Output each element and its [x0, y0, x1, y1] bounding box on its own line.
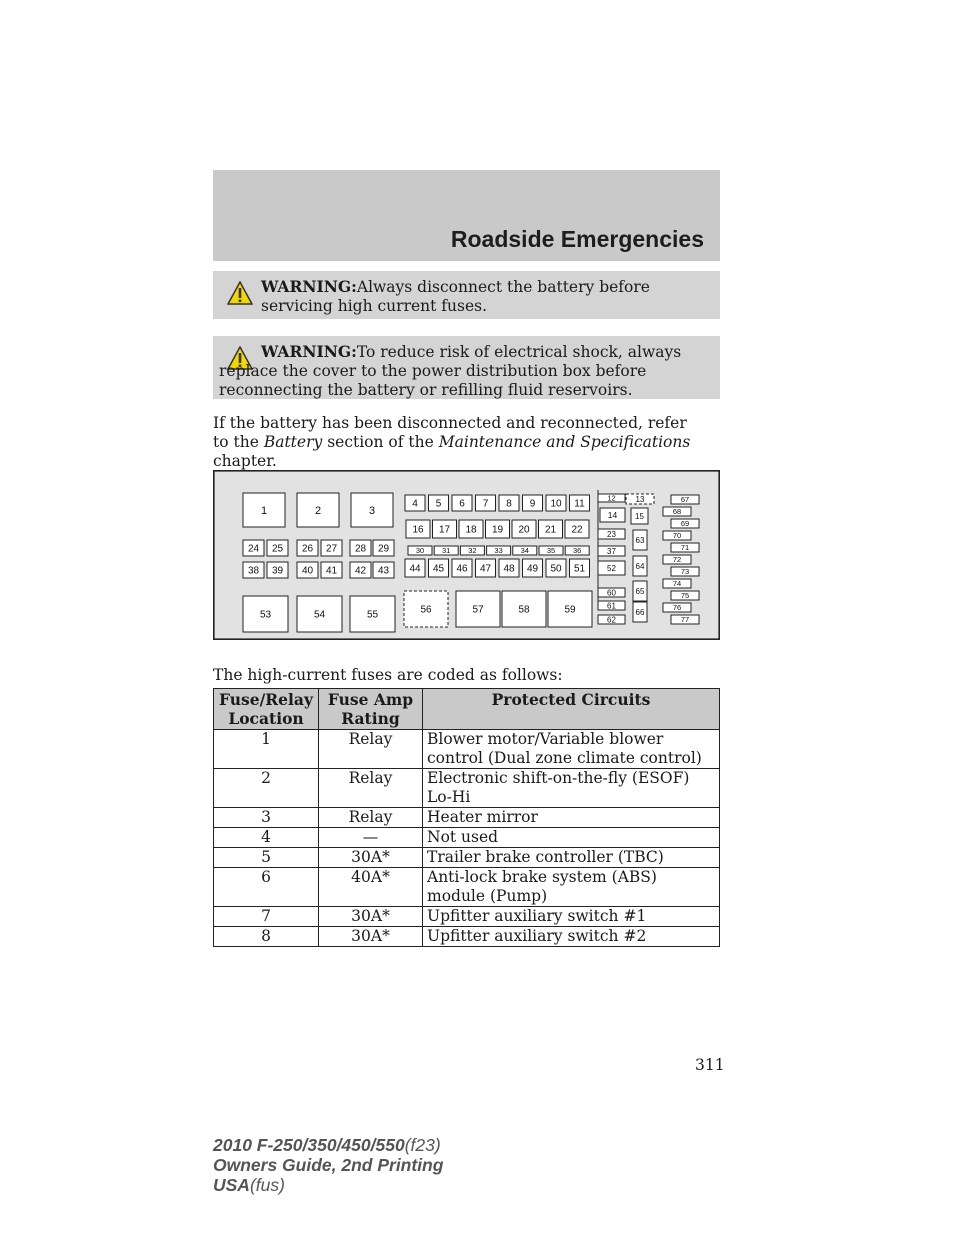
fuse-53	[243, 596, 288, 632]
fuse-15	[631, 508, 648, 524]
page-number: 311	[695, 1056, 725, 1074]
fuse-34	[513, 546, 537, 555]
svg-text:32: 32	[468, 546, 477, 556]
fuse-36	[565, 546, 589, 555]
svg-text:34: 34	[520, 546, 529, 556]
intro-paragraph: If the battery has been disconnected and reconnected, refer to the Battery section of the Maintenance and Specifications chapter.	[213, 414, 691, 470]
svg-text:12: 12	[607, 493, 616, 503]
svg-text:30: 30	[415, 546, 425, 556]
fuse-27	[321, 540, 342, 556]
fuse-31	[434, 546, 458, 555]
fuse-33	[487, 546, 511, 555]
table-row: 6 40A* Anti-lock brake system (ABS) module (Pump)	[214, 868, 720, 907]
fuse-49	[523, 559, 543, 577]
fuse-59	[548, 591, 592, 627]
fuse-17	[433, 520, 457, 538]
fuse-76	[663, 603, 691, 612]
fuse-24	[243, 540, 264, 556]
fuse-46	[452, 559, 472, 577]
table-row: 3 Relay Heater mirror	[214, 808, 720, 828]
svg-text:6: 6	[459, 498, 465, 510]
fuse-20	[512, 520, 536, 538]
fuse-22	[565, 520, 589, 538]
fuse-39	[267, 562, 288, 578]
svg-text:59: 59	[564, 604, 576, 616]
svg-text:50: 50	[550, 563, 562, 575]
svg-text:72: 72	[672, 555, 682, 565]
svg-text:63: 63	[635, 535, 645, 545]
svg-text:42: 42	[354, 565, 367, 577]
svg-text:25: 25	[271, 543, 284, 555]
svg-text:52: 52	[607, 563, 616, 573]
svg-text:64: 64	[635, 561, 645, 571]
fuse-69	[671, 519, 699, 528]
table-row: 1 Relay Blower motor/Variable blower control (Dual zone climate control)	[214, 730, 720, 769]
svg-text:45: 45	[432, 563, 445, 575]
fuse-28	[350, 540, 371, 556]
fuse-1	[243, 493, 285, 527]
svg-text:29: 29	[377, 543, 390, 555]
fuse-66	[633, 602, 647, 622]
fuse-57	[456, 591, 500, 627]
fuse-65	[633, 581, 647, 601]
svg-text:66: 66	[635, 607, 645, 617]
fuse-70	[663, 531, 691, 540]
chapter-ref: Maintenance and Specifications	[438, 433, 691, 451]
fuse-11	[570, 495, 590, 511]
fuse-71	[671, 543, 699, 552]
fuse-44	[405, 559, 425, 577]
fuse-48	[499, 559, 519, 577]
fuse-4	[405, 495, 425, 511]
svg-text:69: 69	[680, 519, 690, 529]
svg-text:8: 8	[506, 498, 512, 510]
svg-text:15: 15	[635, 511, 644, 521]
svg-text:7: 7	[482, 498, 489, 510]
table-row: 7 30A* Upfitter auxiliary switch #1	[214, 907, 720, 927]
svg-text:48: 48	[503, 563, 515, 575]
fuse-77	[671, 615, 699, 624]
fuse-30	[408, 546, 432, 555]
warning-text-1: WARNING:Always disconnect the battery before servicing high current fuses.	[261, 277, 650, 315]
fuse-61	[598, 601, 625, 610]
fuse-51	[570, 559, 590, 577]
svg-text:1: 1	[260, 504, 268, 517]
svg-text:27: 27	[325, 543, 338, 555]
fuse-29	[373, 540, 394, 556]
warning-label: WARNING:	[261, 277, 357, 296]
table-row: 4 — Not used	[214, 828, 720, 848]
fuse-38	[243, 562, 264, 578]
svg-text:24: 24	[247, 543, 260, 555]
svg-text:67: 67	[680, 495, 690, 505]
table-header-row	[214, 689, 720, 730]
svg-text:16: 16	[412, 524, 424, 536]
svg-text:70: 70	[672, 531, 682, 541]
warning-triangle-icon	[227, 281, 253, 305]
warning-box-1	[213, 271, 720, 319]
fuse-40	[297, 562, 318, 578]
svg-text:68: 68	[672, 507, 682, 517]
fuse-42	[350, 562, 371, 578]
fuse-50	[546, 559, 566, 577]
warning-label: WARNING:	[261, 342, 357, 361]
fuse-62	[598, 615, 625, 624]
svg-text:2: 2	[314, 504, 322, 517]
section-title: Roadside Emergencies	[450, 226, 704, 252]
svg-text:3: 3	[368, 504, 376, 517]
fuse-2	[297, 493, 339, 527]
svg-text:14: 14	[607, 510, 618, 521]
svg-text:46: 46	[456, 563, 468, 575]
fuse-37	[598, 546, 625, 556]
fuse-9	[523, 495, 543, 511]
fuse-35	[539, 546, 563, 555]
fuse-55	[350, 596, 395, 632]
table-caption: The high-current fuses are coded as follows:	[213, 666, 563, 684]
fuse-68	[663, 507, 691, 516]
column-header-amp-rating: Fuse Amp Rating	[319, 689, 423, 730]
svg-text:54: 54	[313, 609, 326, 621]
svg-text:55: 55	[366, 609, 379, 621]
fuse-23	[598, 529, 625, 539]
fuse-72	[663, 555, 691, 564]
svg-text:74: 74	[672, 579, 682, 589]
table-row: 2 Relay Electronic shift-on-the-fly (ESOF) Lo-Hi	[214, 769, 720, 808]
svg-text:38: 38	[247, 565, 260, 577]
svg-text:9: 9	[529, 498, 536, 510]
svg-text:75: 75	[680, 591, 690, 601]
fuse-10	[546, 495, 566, 511]
svg-text:39: 39	[271, 565, 284, 577]
svg-text:19: 19	[491, 524, 504, 536]
fuse-table	[213, 688, 720, 947]
column-header-protected-circuits: Protected Circuits	[423, 689, 720, 730]
svg-text:51: 51	[573, 563, 586, 575]
table-row: 8 30A* Upfitter auxiliary switch #2	[214, 927, 720, 947]
fuse-64	[633, 556, 647, 576]
svg-text:11: 11	[574, 498, 585, 510]
fuse-60	[598, 588, 625, 597]
svg-text:10: 10	[550, 498, 562, 510]
fuse-12	[598, 494, 625, 503]
svg-text:65: 65	[635, 586, 645, 596]
fuse-58	[502, 591, 546, 627]
fuse-47	[476, 559, 496, 577]
fuse-box-diagram	[213, 470, 720, 640]
fuse-41	[321, 562, 342, 578]
fuse-16	[406, 520, 430, 538]
svg-text:4: 4	[412, 498, 418, 510]
svg-text:44: 44	[409, 563, 421, 575]
fuse-74	[663, 579, 691, 588]
table-row: 5 30A* Trailer brake controller (TBC)	[214, 848, 720, 868]
svg-text:35: 35	[546, 546, 556, 556]
fuse-63	[633, 530, 647, 550]
fuse-13	[626, 494, 654, 504]
fuse-54	[297, 596, 342, 632]
svg-text:22: 22	[571, 524, 583, 536]
svg-text:21: 21	[544, 524, 557, 536]
svg-text:77: 77	[680, 615, 690, 625]
svg-text:53: 53	[259, 609, 272, 621]
svg-text:57: 57	[472, 604, 484, 616]
fuse-5	[429, 495, 449, 511]
fuse-21	[539, 520, 563, 538]
fuse-67	[671, 495, 699, 504]
svg-text:36: 36	[573, 546, 582, 556]
svg-text:18: 18	[465, 524, 477, 536]
fuse-3	[351, 493, 393, 527]
svg-text:62: 62	[607, 615, 616, 625]
warning-box-2	[213, 336, 720, 399]
fuse-19	[486, 520, 510, 538]
fuse-14	[600, 508, 625, 522]
svg-text:58: 58	[518, 604, 530, 616]
section-header	[213, 170, 720, 261]
svg-text:60: 60	[607, 588, 616, 598]
fuse-7	[476, 495, 496, 511]
svg-text:37: 37	[607, 546, 616, 556]
fuse-6	[452, 495, 472, 511]
svg-text:41: 41	[325, 565, 338, 577]
fuse-25	[267, 540, 288, 556]
fuse-26	[297, 540, 318, 556]
column-header-location: Fuse/Relay Location	[214, 689, 319, 730]
svg-text:61: 61	[607, 601, 616, 611]
fuse-52	[598, 561, 625, 575]
fuse-43	[373, 562, 394, 578]
svg-text:56: 56	[420, 604, 432, 616]
svg-text:17: 17	[438, 524, 451, 536]
fuse-75	[671, 591, 699, 600]
svg-text:47: 47	[479, 563, 492, 575]
svg-text:28: 28	[354, 543, 367, 555]
fuse-18	[459, 520, 483, 538]
svg-text:5: 5	[435, 498, 442, 510]
document-footer: 2010 F-250/350/450/550(f23) Owners Guide, 2nd Printing USA(fus)	[213, 1135, 444, 1195]
svg-text:49: 49	[526, 563, 539, 575]
fuse-45	[429, 559, 449, 577]
svg-text:20: 20	[518, 524, 530, 536]
svg-text:73: 73	[680, 567, 690, 577]
svg-text:31: 31	[442, 546, 451, 556]
fuse-73	[671, 567, 699, 576]
fuse-32	[460, 546, 484, 555]
warning-text-2: WARNING:To reduce risk of electrical shock, always replace the cover to the power distribution box before reconnecting the battery or refilling fluid reservoirs.	[219, 342, 682, 399]
svg-text:23: 23	[607, 529, 616, 539]
battery-section-ref: Battery	[263, 433, 323, 451]
svg-text:43: 43	[377, 565, 390, 577]
fuse-8	[499, 495, 519, 511]
svg-text:33: 33	[494, 546, 503, 556]
svg-text:13: 13	[635, 494, 645, 504]
svg-text:26: 26	[301, 543, 314, 555]
svg-text:40: 40	[301, 565, 314, 577]
fuse-56	[404, 591, 448, 627]
svg-text:71: 71	[680, 543, 690, 553]
svg-text:76: 76	[672, 603, 682, 613]
